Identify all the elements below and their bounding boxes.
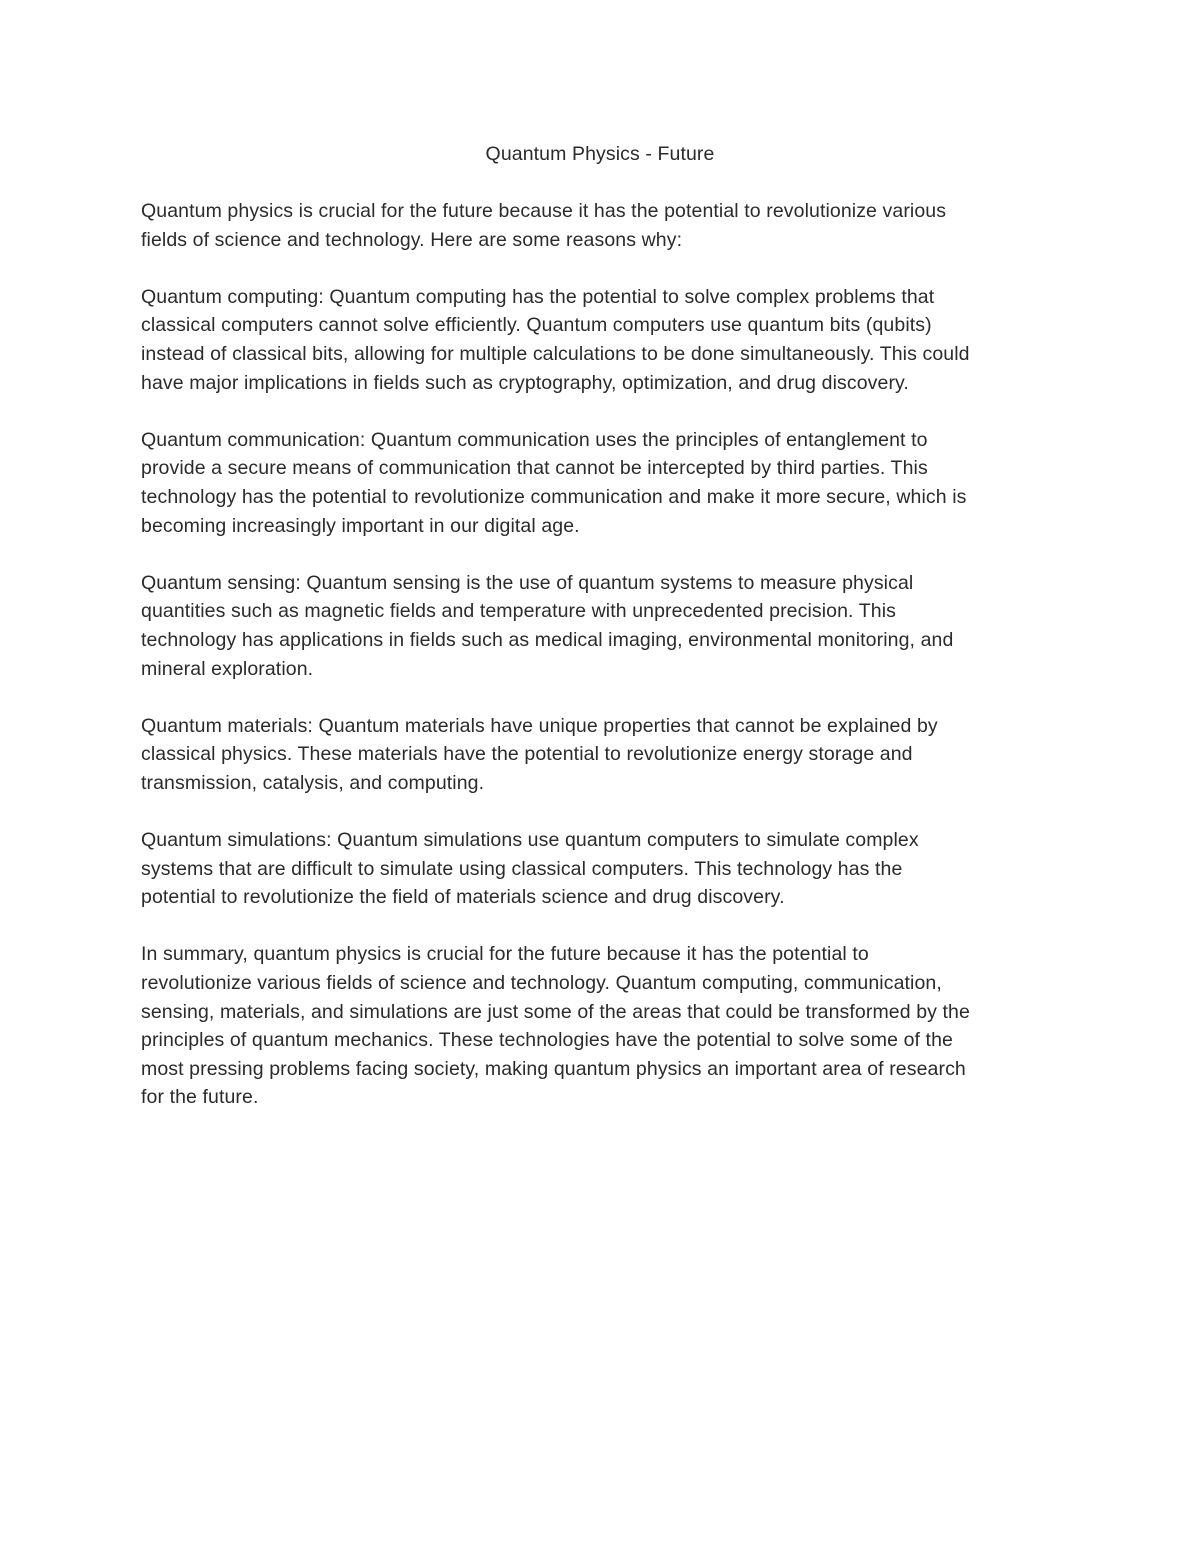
quantum-communication-paragraph: Quantum communication: Quantum communication uses the principles of entanglement to provide a secure means of communication that cannot be intercepted by third parties. This technology has the potential to revolutionize communication and make it more secure, which is becoming increasingly important in our digital age. — [141, 428, 967, 537]
document-body — [141, 197, 1056, 1141]
summary-paragraph: In summary, quantum physics is crucial for the future because it has the potential to revolutionize various fields of science and technology. Quantum computing, communication, sensing, materials, and simulations are just some of the areas that could be transformed by the principles of quantum mechanics. These technologies have the potential to solve some of the most pressing problems facing society, making quantum physics an important area of research for the future. — [141, 943, 970, 1109]
intro-paragraph: Quantum physics is crucial for the future because it has the potential to revolutionize various fields of science and technology. Here are some reasons why: — [141, 200, 947, 251]
quantum-computing-paragraph: Quantum computing: Quantum computing has the potential to solve complex problems that classical computers cannot solve efficiently. Quantum computers use quantum bits (qubits) instead of classical bits, allowing for multiple calculations to be done simultaneously. This could have major implications in fields such as cryptography, optimization, and drug discovery. — [141, 285, 970, 394]
quantum-sensing-paragraph: Quantum sensing: Quantum sensing is the use of quantum systems to measure physical quantities such as magnetic fields and temperature with unprecedented precision. This technology has applications in fields such as medical imaging, environmental monitoring, and mineral exploration. — [141, 571, 954, 680]
quantum-materials-paragraph: Quantum materials: Quantum materials have unique properties that cannot be explained by classical physics. These materials have the potential to revolutionize energy storage and transmission, catalysis, and computing. — [141, 714, 938, 794]
document-title: Quantum Physics - Future — [485, 143, 715, 165]
quantum-simulations-paragraph: Quantum simulations: Quantum simulations use quantum computers to simulate complex systems that are difficult to simulate using classical computers. This technology has the potential to revolutionize the field of materials science and drug discovery. — [141, 829, 919, 909]
